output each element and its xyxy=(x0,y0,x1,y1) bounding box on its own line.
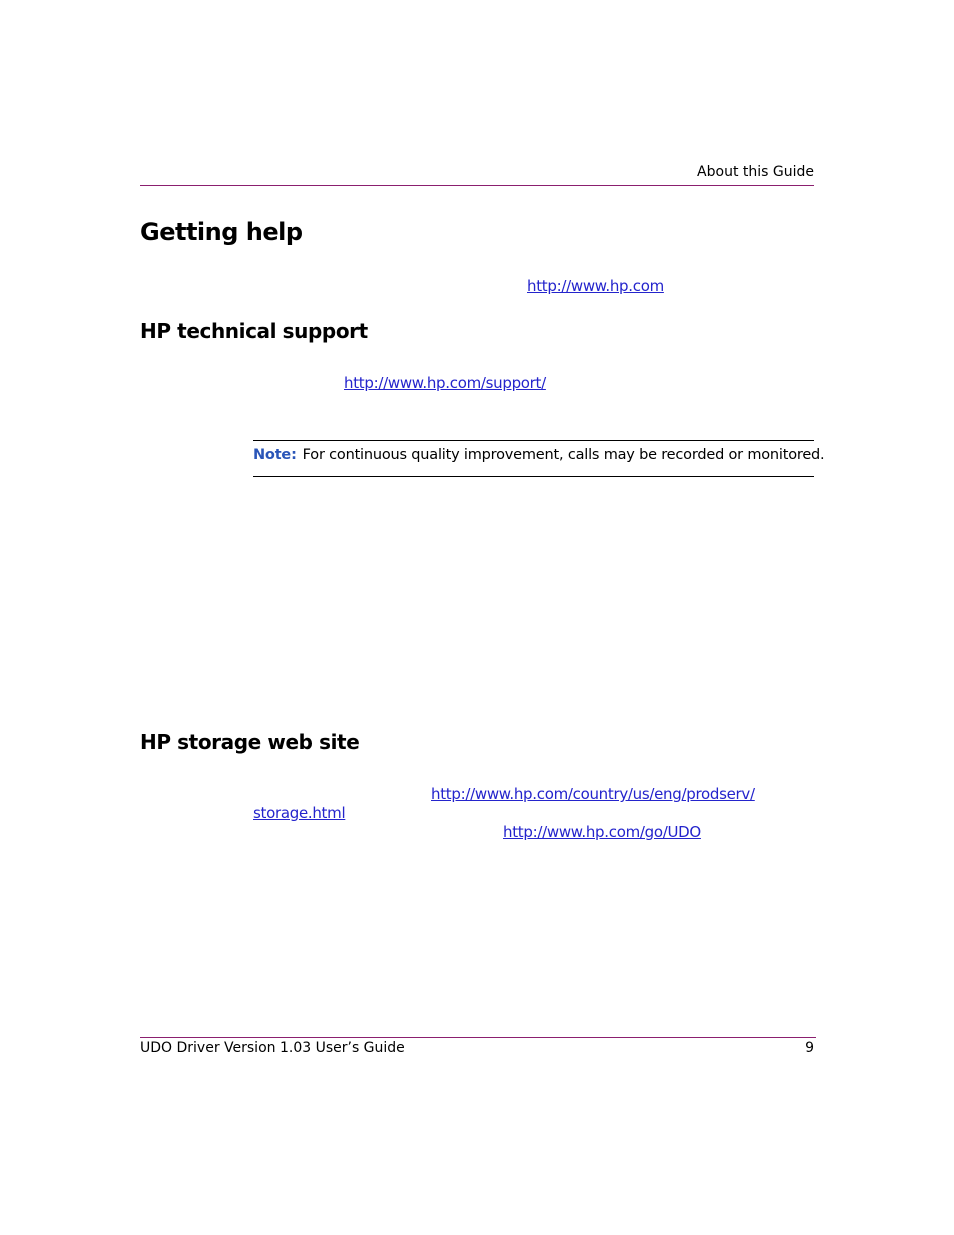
heading-storage-web-site: HP storage web site xyxy=(140,730,360,754)
note-top-rule xyxy=(253,440,814,441)
note-text: For continuous quality improvement, calls may be recorded or monitored. xyxy=(302,447,825,463)
note-bottom-rule xyxy=(253,476,814,477)
note-label: Note: xyxy=(253,447,297,463)
footer-page-number: 9 xyxy=(805,1040,814,1056)
footer-document-title: UDO Driver Version 1.03 User’s Guide xyxy=(140,1040,405,1056)
hp-support-link[interactable]: http://www.hp.com/support/ xyxy=(344,374,546,392)
note-callout xyxy=(253,445,824,465)
heading-technical-support: HP technical support xyxy=(140,319,368,343)
footer-rule xyxy=(140,1037,816,1038)
hp-storage-link-part2[interactable]: storage.html xyxy=(253,804,346,822)
running-header: About this Guide xyxy=(697,164,814,180)
hp-udo-link[interactable]: http://www.hp.com/go/UDO xyxy=(503,823,701,841)
hp-home-link[interactable]: http://www.hp.com xyxy=(527,277,664,295)
hp-storage-link-part1[interactable]: http://www.hp.com/country/us/eng/prodserv/ xyxy=(431,785,755,803)
header-rule xyxy=(140,185,814,186)
heading-getting-help: Getting help xyxy=(140,218,303,246)
